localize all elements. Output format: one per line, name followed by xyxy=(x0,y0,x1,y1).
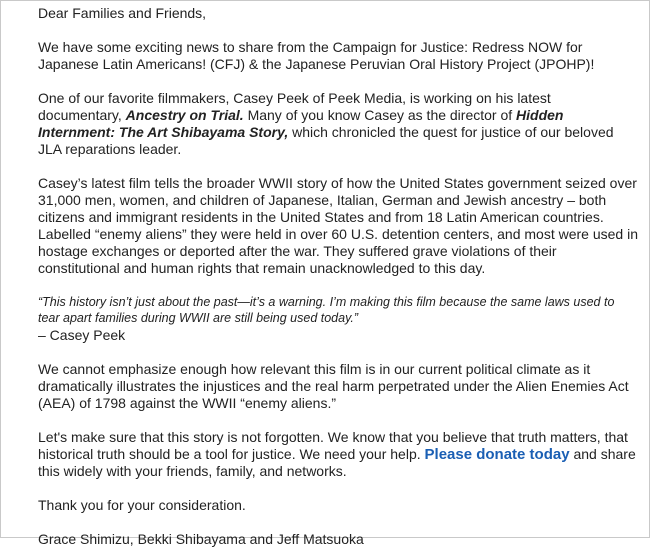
paragraph-filmmaker-text-a: One of our favorite filmmakers, Casey Peek of Peek Media, is working on his latest documentary, xyxy=(38,90,551,123)
email-body xyxy=(38,5,638,548)
paragraph-filmmaker-text-b: Many of you know Casey as the director of xyxy=(243,107,517,123)
quote-text: “This history isn’t just about the past—it’s a warning. I’m making this film because the same laws used to tear apart families during WWII are still being used today.” xyxy=(38,295,615,325)
quote-block xyxy=(38,294,638,344)
signature: Grace Shimizu, Bekki Shibayama and Jeff Matsuoka xyxy=(38,531,364,547)
paragraph-film-story: Casey’s latest film tells the broader WWII story of how the United States government seized over 31,000 men, women, and children of Japanese, Italian, German and Jewish ancestry – both citizens and immigrant residents in the United States and from 18 Latin American countries. Labelled “enemy aliens” they were held in over 60 U.S. detention centers, and most were used in hostage exchanges or deported after the war. They suffered grave violations of their constitutional and human rights that remain unacknowledged to this day. xyxy=(38,175,639,276)
paragraph-cta-text-b: and share this widely with your friends, family, and networks. xyxy=(38,446,636,479)
donate-link[interactable]: Please donate today xyxy=(424,446,570,463)
closing-thanks: Thank you for your consideration. xyxy=(38,497,246,513)
paragraph-filmmaker-text-c: which chronicled the quest for justice of our beloved JLA reparations leader. xyxy=(38,124,614,157)
film-title: Ancestry on Trial. xyxy=(125,107,244,123)
greeting: Dear Families and Friends, xyxy=(38,5,207,21)
paragraph-call-to-action xyxy=(38,429,638,480)
quote-attribution: – Casey Peek xyxy=(38,327,126,343)
paragraph-cta-text-a: Let's make sure that this story is not forgotten. We know that you believe that truth matters, that historical truth should be a tool for justice. We need your help. xyxy=(38,429,628,462)
paragraph-announcement: We have some exciting news to share from the Campaign for Justice: Redress NOW for Japanese Latin Americans! (CFJ) & the Japanese Peruvian Oral History Project (JPOHP)! xyxy=(38,39,595,72)
paragraph-relevance: We cannot emphasize enough how relevant this film is in our current political climate as it dramatically illustrates the injustices and the real harm perpetrated under the Alien Enemies Act (AEA) of 1798 against the WWII “enemy aliens.” xyxy=(38,361,629,411)
previous-film-title: Hidden Internment: The Art Shibayama Story, xyxy=(38,107,564,140)
paragraph-filmmaker xyxy=(38,90,638,158)
